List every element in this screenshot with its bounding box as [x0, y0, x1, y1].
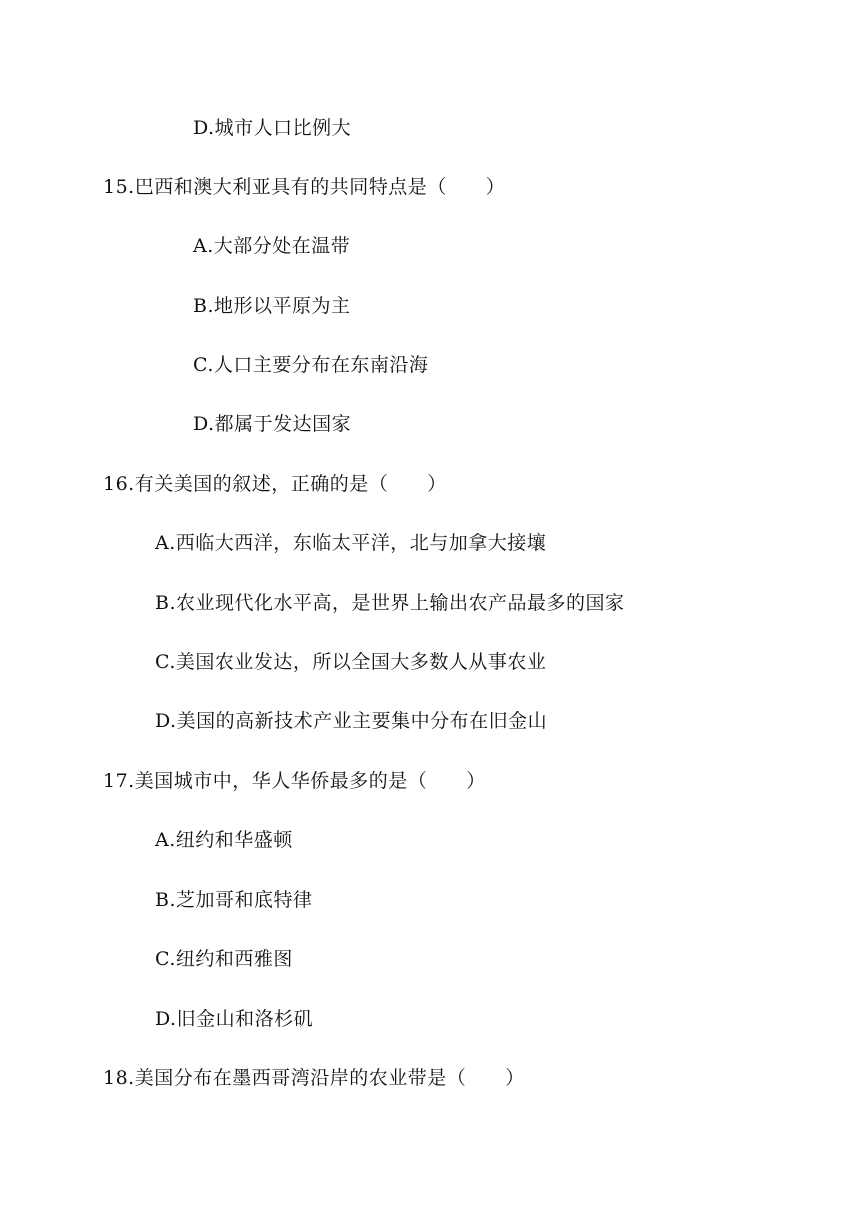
option-16-a: A.西临大西洋，东临太平洋，北与加拿大接壤 — [155, 532, 547, 554]
option-17-b: B.芝加哥和底特律 — [155, 889, 313, 911]
question-18: 18.美国分布在墨西哥湾沿岸的农业带是（ ） — [103, 1067, 525, 1089]
option-17-c: C.纽约和西雅图 — [155, 948, 293, 970]
option-14-d: D.城市人口比例大 — [193, 117, 352, 139]
option-15-d: D.都属于发达国家 — [193, 413, 352, 435]
option-15-a: A.大部分处在温带 — [193, 235, 351, 257]
question-16: 16.有关美国的叙述，正确的是（ ） — [103, 473, 447, 495]
option-16-d: D.美国的高新技术产业主要集中分布在旧金山 — [155, 710, 548, 732]
option-17-a: A.纽约和华盛顿 — [155, 829, 293, 851]
option-15-c: C.人口主要分布在东南沿海 — [193, 354, 429, 376]
option-15-b: B.地形以平原为主 — [193, 295, 351, 317]
question-17: 17.美国城市中，华人华侨最多的是（ ） — [103, 770, 486, 792]
option-16-c: C.美国农业发达，所以全国大多数人从事农业 — [155, 651, 547, 673]
option-17-d: D.旧金山和洛杉矶 — [155, 1008, 314, 1030]
question-15: 15.巴西和澳大利亚具有的共同特点是（ ） — [103, 176, 506, 198]
option-16-b: B.农业现代化水平高，是世界上输出农产品最多的国家 — [155, 592, 625, 614]
